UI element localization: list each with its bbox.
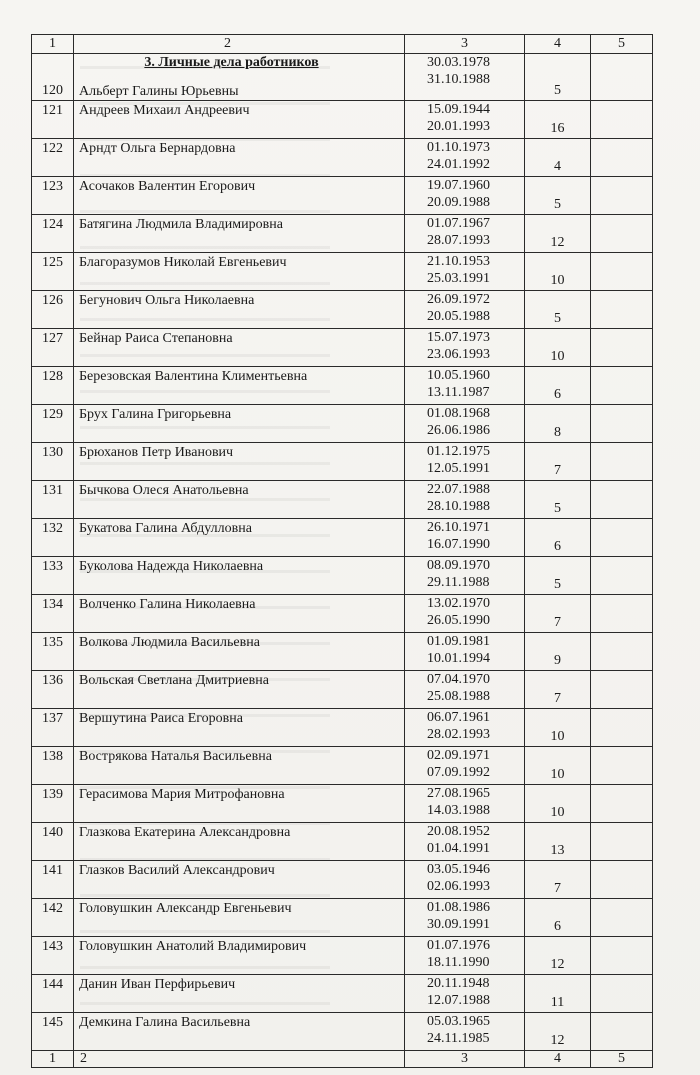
- employee-name: Альберт Галины Юрьевны: [79, 84, 239, 99]
- employee-name-cell: [74, 823, 405, 861]
- table-row: [32, 899, 653, 937]
- employee-name: Батягина Людмила Владимировна: [79, 217, 283, 232]
- date-range-cell: [405, 481, 525, 519]
- column-number-footer-row: [32, 1051, 653, 1068]
- employee-name: Андреев Михаил Андреевич: [79, 103, 250, 118]
- date-start: 26.09.1972: [427, 292, 490, 307]
- notes-cell: [591, 329, 653, 367]
- date-range-cell: [405, 747, 525, 785]
- notes-cell: [591, 937, 653, 975]
- file-number: 135: [32, 633, 74, 671]
- employee-name-cell: [74, 519, 405, 557]
- file-number: 138: [32, 747, 74, 785]
- employee-name-cell: [74, 899, 405, 937]
- column-number-header-row: [32, 35, 653, 54]
- sheet-count: 4: [525, 139, 591, 177]
- employee-name-cell: [74, 291, 405, 329]
- date-range-cell: [405, 101, 525, 139]
- table-row: [32, 747, 653, 785]
- employee-name-cell: [74, 747, 405, 785]
- date-end: 25.08.1988: [427, 689, 490, 704]
- date-end: 07.09.1992: [427, 765, 490, 780]
- date-end: 30.09.1991: [427, 917, 490, 932]
- header-col-1: 1: [32, 35, 74, 54]
- date-start: 02.09.1971: [427, 748, 490, 763]
- date-range-cell: [405, 1013, 525, 1051]
- employee-name: Волкова Людмила Васильевна: [79, 635, 260, 650]
- date-range-cell: [405, 633, 525, 671]
- table-row: [32, 329, 653, 367]
- date-end: 20.09.1988: [427, 195, 490, 210]
- file-number: 137: [32, 709, 74, 747]
- date-range-cell: [405, 861, 525, 899]
- employee-name: Брюханов Петр Иванович: [79, 445, 234, 460]
- sheet-count: 6: [525, 367, 591, 405]
- employee-name-cell: [74, 595, 405, 633]
- date-start: 26.10.1971: [427, 520, 490, 535]
- employee-name-cell: [74, 785, 405, 823]
- file-number: 142: [32, 899, 74, 937]
- date-start: 13.02.1970: [427, 596, 490, 611]
- employee-name-cell: [74, 54, 405, 101]
- notes-cell: [591, 215, 653, 253]
- file-number: 125: [32, 253, 74, 291]
- footer-col-5: 5: [591, 1051, 653, 1068]
- date-end: 28.07.1993: [427, 233, 490, 248]
- date-range-cell: [405, 785, 525, 823]
- notes-cell: [591, 367, 653, 405]
- date-start: 30.03.1978: [427, 55, 490, 70]
- date-start: 05.03.1965: [427, 1014, 490, 1029]
- employee-name: Арндт Ольга Бернардовна: [79, 141, 236, 156]
- date-end: 16.07.1990: [427, 537, 490, 552]
- employee-name-cell: [74, 367, 405, 405]
- date-start: 01.12.1975: [427, 444, 490, 459]
- date-range-cell: [405, 54, 525, 101]
- date-end: 28.02.1993: [427, 727, 490, 742]
- table-row: [32, 139, 653, 177]
- employee-name-cell: [74, 481, 405, 519]
- date-end: 24.01.1992: [427, 157, 490, 172]
- notes-cell: [591, 139, 653, 177]
- sheet-count: 5: [525, 54, 591, 101]
- employee-name: Буколова Надежда Николаевна: [79, 559, 264, 574]
- notes-cell: [591, 101, 653, 139]
- sheet-count: 10: [525, 785, 591, 823]
- date-start: 07.04.1970: [427, 672, 490, 687]
- date-end: 26.06.1986: [427, 423, 490, 438]
- notes-cell: [591, 54, 653, 101]
- date-end: 24.11.1985: [427, 1031, 490, 1046]
- file-number: 140: [32, 823, 74, 861]
- employee-name-cell: [74, 709, 405, 747]
- sheet-count: 12: [525, 215, 591, 253]
- date-start: 10.05.1960: [427, 368, 490, 383]
- file-number: 123: [32, 177, 74, 215]
- file-number: 132: [32, 519, 74, 557]
- date-range-cell: [405, 975, 525, 1013]
- sheet-count: 6: [525, 899, 591, 937]
- date-end: 10.01.1994: [427, 651, 490, 666]
- file-number: 128: [32, 367, 74, 405]
- sheet-count: 12: [525, 1013, 591, 1051]
- file-number: 130: [32, 443, 74, 481]
- notes-cell: [591, 481, 653, 519]
- file-number: 121: [32, 101, 74, 139]
- file-number: 134: [32, 595, 74, 633]
- employee-name: Бычкова Олеся Анатольевна: [79, 483, 249, 498]
- date-range-cell: [405, 139, 525, 177]
- sheet-count: 6: [525, 519, 591, 557]
- employee-name-cell: [74, 329, 405, 367]
- sheet-count: 7: [525, 595, 591, 633]
- notes-cell: [591, 253, 653, 291]
- sheet-count: 10: [525, 253, 591, 291]
- employee-name: Благоразумов Николай Евгеньевич: [79, 255, 287, 270]
- date-range-cell: [405, 177, 525, 215]
- sheet-count: 12: [525, 937, 591, 975]
- date-start: 03.05.1946: [427, 862, 490, 877]
- sheet-count: 8: [525, 405, 591, 443]
- employee-name: Бегунович Ольга Николаевна: [79, 293, 255, 308]
- employee-name-cell: [74, 861, 405, 899]
- date-end: 18.11.1990: [427, 955, 490, 970]
- employee-name: Головушкин Анатолий Владимирович: [79, 939, 307, 954]
- sheet-count: 10: [525, 329, 591, 367]
- employee-name: Вольская Светлана Дмитриевна: [79, 673, 269, 688]
- file-number: 141: [32, 861, 74, 899]
- notes-cell: [591, 595, 653, 633]
- table-row: [32, 595, 653, 633]
- employee-name: Березовская Валентина Климентьевна: [79, 369, 308, 384]
- table-row: [32, 671, 653, 709]
- notes-cell: [591, 291, 653, 329]
- employee-name: Вершутина Раиса Егоровна: [79, 711, 244, 726]
- date-start: 01.07.1976: [427, 938, 490, 953]
- notes-cell: [591, 519, 653, 557]
- table-row: [32, 405, 653, 443]
- table-row: [32, 253, 653, 291]
- section-title: 3. Личные дела работников: [144, 55, 319, 70]
- sheet-count: 10: [525, 747, 591, 785]
- sheet-count: 13: [525, 823, 591, 861]
- date-start: 15.07.1973: [427, 330, 490, 345]
- date-start: 20.08.1952: [427, 824, 490, 839]
- date-start: 01.08.1968: [427, 406, 490, 421]
- date-start: 01.08.1986: [427, 900, 490, 915]
- date-range-cell: [405, 557, 525, 595]
- date-start: 27.08.1965: [427, 786, 490, 801]
- notes-cell: [591, 633, 653, 671]
- footer-col-2: 2: [74, 1051, 405, 1068]
- footer-col-4: 4: [525, 1051, 591, 1068]
- sheet-count: 7: [525, 671, 591, 709]
- notes-cell: [591, 1013, 653, 1051]
- date-range-cell: [405, 215, 525, 253]
- sheet-count: 5: [525, 177, 591, 215]
- table-row: [32, 291, 653, 329]
- date-end: 12.05.1991: [427, 461, 490, 476]
- employee-name: Вострякова Наталья Васильевна: [79, 749, 272, 764]
- header-col-3: 3: [405, 35, 525, 54]
- date-range-cell: [405, 405, 525, 443]
- employee-name-cell: [74, 253, 405, 291]
- date-end: 31.10.1988: [427, 72, 490, 87]
- table-row: [32, 709, 653, 747]
- date-end: 25.03.1991: [427, 271, 490, 286]
- notes-cell: [591, 405, 653, 443]
- employee-name: Головушкин Александр Евгеньевич: [79, 901, 292, 916]
- notes-cell: [591, 823, 653, 861]
- employee-name: Данин Иван Перфирьевич: [79, 977, 236, 992]
- employee-name-cell: [74, 215, 405, 253]
- notes-cell: [591, 177, 653, 215]
- employee-name-cell: [74, 101, 405, 139]
- file-number: 126: [32, 291, 74, 329]
- table-row: [32, 367, 653, 405]
- table-row: [32, 519, 653, 557]
- table-row: [32, 481, 653, 519]
- date-start: 19.07.1960: [427, 178, 490, 193]
- notes-cell: [591, 861, 653, 899]
- employee-name-cell: [74, 937, 405, 975]
- date-range-cell: [405, 253, 525, 291]
- notes-cell: [591, 709, 653, 747]
- date-range-cell: [405, 367, 525, 405]
- date-start: 15.09.1944: [427, 102, 490, 117]
- file-number: 124: [32, 215, 74, 253]
- header-col-2: 2: [74, 35, 405, 54]
- date-range-cell: [405, 823, 525, 861]
- employee-name: Глазкова Екатерина Александровна: [79, 825, 291, 840]
- employee-name-cell: [74, 633, 405, 671]
- date-end: 28.10.1988: [427, 499, 490, 514]
- sheet-count: 5: [525, 481, 591, 519]
- employee-name-cell: [74, 1013, 405, 1051]
- date-end: 20.05.1988: [427, 309, 490, 324]
- date-end: 26.05.1990: [427, 613, 490, 628]
- date-range-cell: [405, 291, 525, 329]
- sheet-count: 16: [525, 101, 591, 139]
- date-range-cell: [405, 519, 525, 557]
- date-start: 08.09.1970: [427, 558, 490, 573]
- employee-name-cell: [74, 177, 405, 215]
- table-row: [32, 177, 653, 215]
- notes-cell: [591, 443, 653, 481]
- notes-cell: [591, 557, 653, 595]
- employee-name-cell: [74, 557, 405, 595]
- table-row: [32, 215, 653, 253]
- employee-name: Брух Галина Григорьевна: [79, 407, 232, 422]
- employee-name: Букатова Галина Абдулловна: [79, 521, 252, 536]
- date-end: 12.07.1988: [427, 993, 490, 1008]
- employee-name: Бейнар Раиса Степановна: [79, 331, 233, 346]
- file-number: 131: [32, 481, 74, 519]
- notes-cell: [591, 747, 653, 785]
- date-end: 20.01.1993: [427, 119, 490, 134]
- file-number: 129: [32, 405, 74, 443]
- date-end: 14.03.1988: [427, 803, 490, 818]
- date-start: 06.07.1961: [427, 710, 490, 725]
- table-row: [32, 557, 653, 595]
- notes-cell: [591, 899, 653, 937]
- file-number: 144: [32, 975, 74, 1013]
- file-number: 133: [32, 557, 74, 595]
- employee-name-cell: [74, 443, 405, 481]
- file-number: 139: [32, 785, 74, 823]
- employee-name: Глазков Василий Александрович: [79, 863, 275, 878]
- header-col-5: 5: [591, 35, 653, 54]
- file-number: 145: [32, 1013, 74, 1051]
- sheet-count: 11: [525, 975, 591, 1013]
- file-number: 136: [32, 671, 74, 709]
- file-number: 127: [32, 329, 74, 367]
- file-number: 143: [32, 937, 74, 975]
- date-end: 01.04.1991: [427, 841, 490, 856]
- date-start: 01.09.1981: [427, 634, 490, 649]
- table-row: [32, 633, 653, 671]
- table-row: [32, 54, 653, 101]
- table-row: [32, 937, 653, 975]
- footer-col-1: 1: [32, 1051, 74, 1068]
- sheet-count: 7: [525, 861, 591, 899]
- employee-name-cell: [74, 405, 405, 443]
- sheet-count: 5: [525, 557, 591, 595]
- table-row: [32, 443, 653, 481]
- sheet-count: 5: [525, 291, 591, 329]
- sheet-count: 9: [525, 633, 591, 671]
- employee-name-cell: [74, 671, 405, 709]
- employee-name: Демкина Галина Васильевна: [79, 1015, 251, 1030]
- employee-name: Волченко Галина Николаевна: [79, 597, 256, 612]
- date-end: 02.06.1993: [427, 879, 490, 894]
- date-range-cell: [405, 595, 525, 633]
- table-row: [32, 785, 653, 823]
- date-end: 23.06.1993: [427, 347, 490, 362]
- employee-name: Герасимова Мария Митрофановна: [79, 787, 285, 802]
- notes-cell: [591, 785, 653, 823]
- date-start: 01.10.1973: [427, 140, 490, 155]
- date-range-cell: [405, 937, 525, 975]
- date-range-cell: [405, 899, 525, 937]
- date-start: 22.07.1988: [427, 482, 490, 497]
- table-row: [32, 975, 653, 1013]
- header-col-4: 4: [525, 35, 591, 54]
- notes-cell: [591, 975, 653, 1013]
- date-start: 20.11.1948: [427, 976, 490, 991]
- file-number: 122: [32, 139, 74, 177]
- table-row: [32, 861, 653, 899]
- table-row: [32, 823, 653, 861]
- notes-cell: [591, 671, 653, 709]
- employee-name-cell: [74, 139, 405, 177]
- date-range-cell: [405, 329, 525, 367]
- table-row: [32, 101, 653, 139]
- date-start: 21.10.1953: [427, 254, 490, 269]
- footer-col-3: 3: [405, 1051, 525, 1068]
- date-range-cell: [405, 443, 525, 481]
- table-row: [32, 1013, 653, 1051]
- date-range-cell: [405, 671, 525, 709]
- date-range-cell: [405, 709, 525, 747]
- file-number: 120: [32, 54, 74, 101]
- sheet-count: 7: [525, 443, 591, 481]
- date-end: 13.11.1987: [427, 385, 490, 400]
- employee-name: Асочаков Валентин Егорович: [79, 179, 256, 194]
- employee-name-cell: [74, 975, 405, 1013]
- date-end: 29.11.1988: [427, 575, 490, 590]
- date-start: 01.07.1967: [427, 216, 490, 231]
- personnel-files-table: [31, 34, 653, 1068]
- sheet-count: 10: [525, 709, 591, 747]
